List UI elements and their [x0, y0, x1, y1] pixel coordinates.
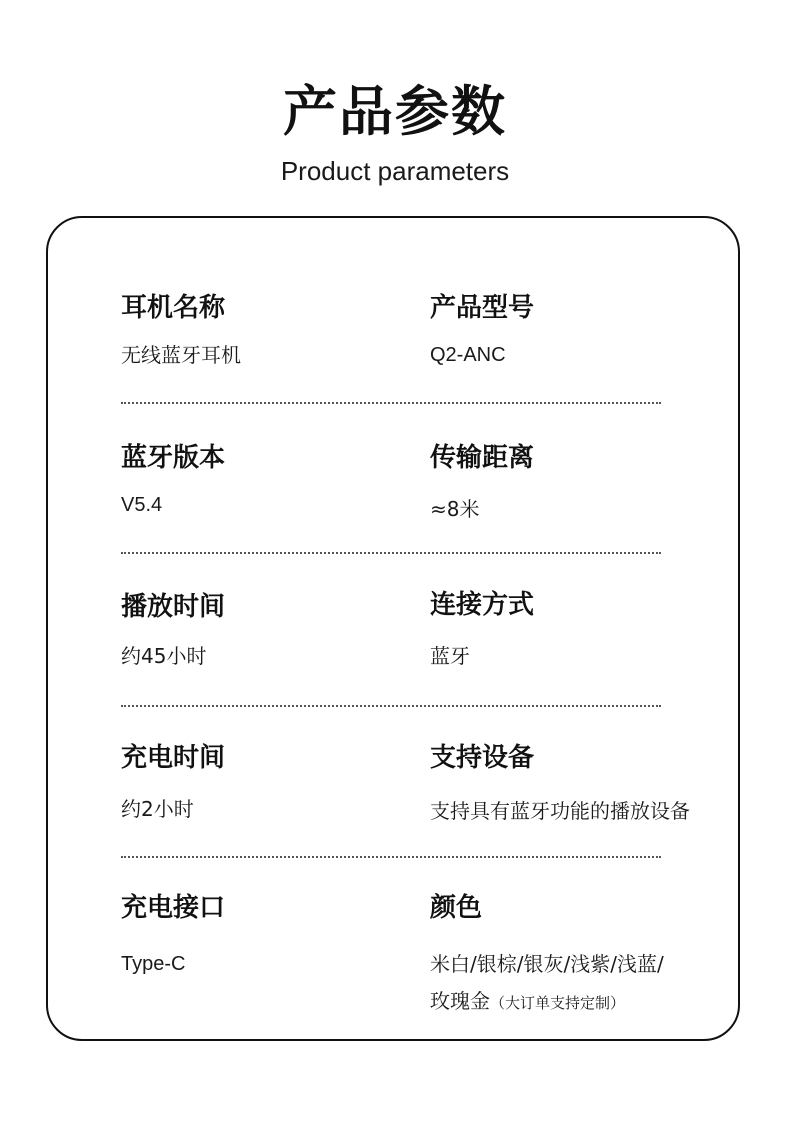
param-value-earphone-name: 无线蓝牙耳机 — [121, 343, 241, 367]
param-label-color: 颜色 — [430, 893, 483, 923]
param-value-color-line2 — [430, 987, 625, 1017]
row-divider — [121, 856, 661, 858]
param-label-connection: 连接方式 — [430, 590, 535, 620]
param-label-play-time: 播放时间 — [121, 592, 226, 622]
page-subtitle: Product parameters — [280, 156, 510, 186]
row-divider — [121, 705, 661, 707]
param-value-range: ≈8米 — [430, 497, 480, 521]
custom-order-note: （大订单支持定制） — [490, 994, 626, 1012]
param-value-charge-time: 约2小时 — [121, 797, 194, 821]
param-label-charge-time: 充电时间 — [121, 743, 226, 773]
param-label-bluetooth-version: 蓝牙版本 — [121, 443, 226, 473]
param-value-color-line1: 米白/银棕/银灰/浅紫/浅蓝/ — [430, 952, 664, 976]
param-label-charging-port: 充电接口 — [121, 893, 226, 923]
color-value-text: 玫瑰金 — [430, 989, 490, 1013]
param-value-supported-devices: 支持具有蓝牙功能的播放设备 — [430, 799, 690, 823]
param-label-model: 产品型号 — [430, 293, 535, 323]
param-value-bluetooth-version: V5.4 — [121, 494, 163, 516]
param-label-supported-devices: 支持设备 — [430, 743, 535, 773]
param-label-range: 传输距离 — [430, 443, 535, 473]
param-value-connection: 蓝牙 — [430, 644, 470, 668]
row-divider — [121, 552, 661, 554]
param-value-charging-port: Type-C — [121, 953, 186, 975]
param-label-earphone-name: 耳机名称 — [121, 293, 226, 323]
param-value-model: Q2-ANC — [430, 344, 506, 366]
page-title: 产品参数 — [283, 80, 507, 143]
row-divider — [121, 402, 661, 404]
param-value-play-time: 约45小时 — [121, 644, 207, 668]
